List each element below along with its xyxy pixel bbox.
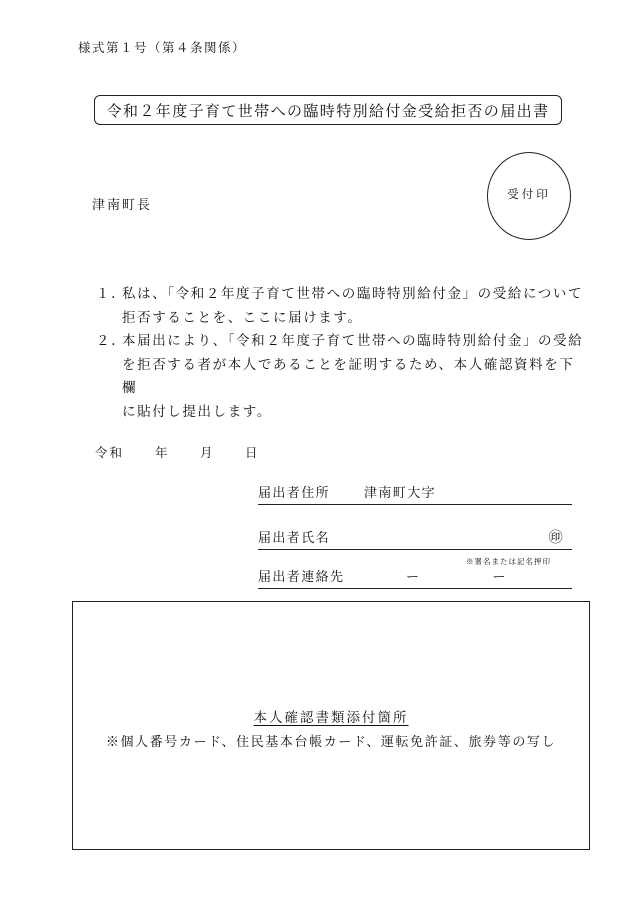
document-title	[94, 95, 562, 125]
date-era: 令和	[95, 445, 125, 460]
form-number: 様式第１号（第４条関係）	[78, 40, 247, 55]
id-document-attachment-area	[72, 601, 590, 850]
clause-number: ２.	[96, 333, 117, 349]
date-month-label: 月	[200, 445, 215, 460]
attachment-title-text: 本人確認書類添付箇所	[253, 710, 409, 726]
clause-line: 私は、「令和２年度子育て世帯への臨時特別給付金」の受給について	[122, 286, 584, 302]
name-label: 届出者氏名	[258, 531, 331, 546]
attachment-note: ※個人番号カード、住民基本台帳カード、運転免許証、旅券等の写し	[105, 735, 557, 750]
address-value: 津南町大字	[364, 486, 437, 501]
clause-text	[122, 330, 586, 424]
reception-stamp-circle	[487, 152, 571, 240]
reception-stamp-label: 受付印	[507, 187, 551, 201]
clause-1	[96, 283, 586, 330]
document-title-text: 令和２年度子育て世帯への臨時特別給付金受給拒否の届出書	[106, 101, 550, 120]
date-year-label: 年	[155, 445, 170, 460]
clause-line: 本届出により、「令和２年度子育て世帯への臨時特別給付金」の受給	[122, 333, 584, 349]
address-field[interactable]	[258, 486, 572, 505]
clause-line: 拒否することを、ここに届けます。	[122, 309, 363, 326]
seal-mark: ㊞	[548, 530, 564, 546]
contact-label: 届出者連絡先	[258, 570, 345, 585]
clause-2	[96, 330, 586, 424]
contact-field[interactable]	[258, 570, 572, 589]
contact-value: ー ー	[406, 570, 507, 585]
name-field[interactable]	[258, 531, 572, 550]
addressee: 津南町長	[92, 198, 153, 213]
clause-line: を拒否する者が本人であることを証明するため、本人確認資料を下欄	[122, 356, 575, 396]
date-day-label: 日	[245, 445, 260, 460]
clause-line: に貼付し提出します。	[122, 403, 272, 420]
declaration-clauses	[96, 283, 586, 424]
clause-text	[122, 283, 586, 330]
signature-note: ※署名または記名押印	[466, 557, 551, 566]
clause-number: １.	[96, 286, 117, 302]
address-label: 届出者住所	[258, 486, 331, 501]
attachment-title	[73, 706, 589, 726]
